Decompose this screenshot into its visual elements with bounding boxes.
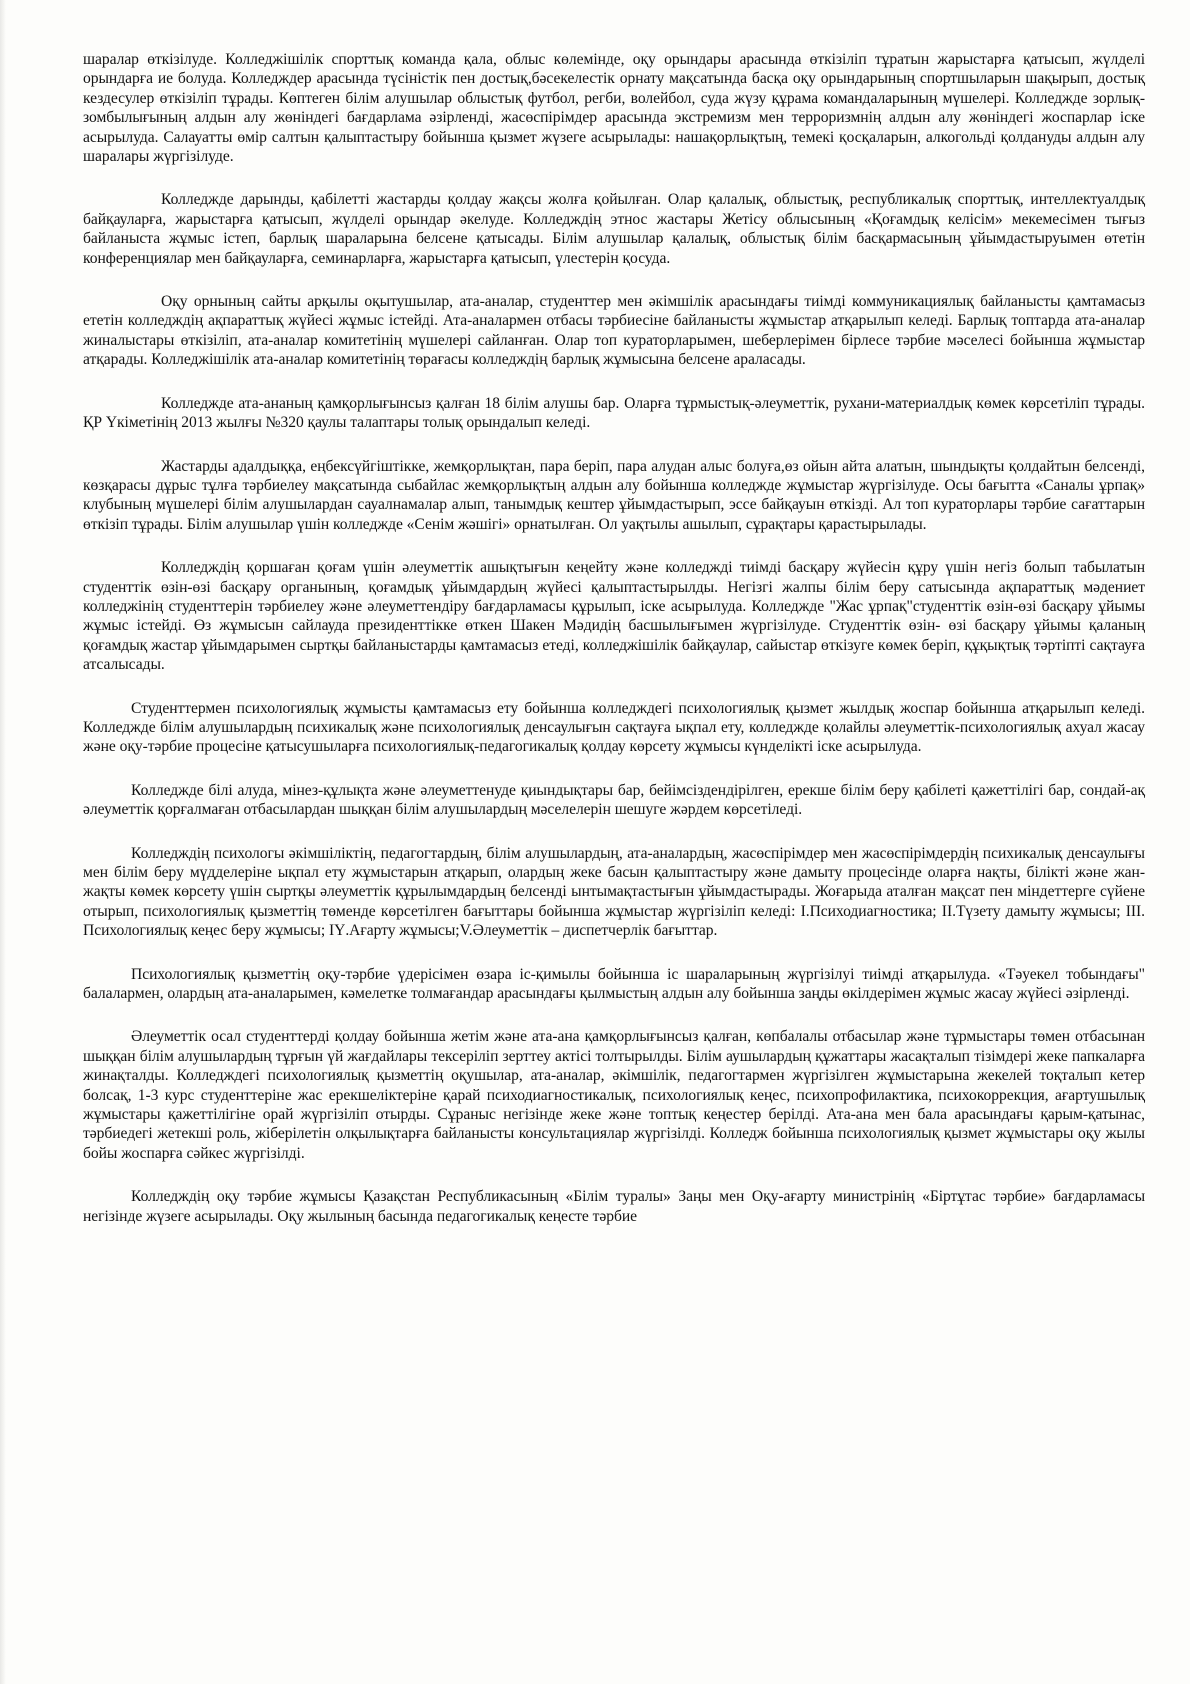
paragraph-sports: шаралар өткізілуде. Колледжішілік спорттық команда қала, облыс көлемінде, оқу орындары арасында өткізіліп тұратын жарыстарға қатысып, жүлделі орындарға ие болуда. Колледждер арасында түсіністік пен достық,бәсекелестік орнату мақсатында басқа оқу орындарының спортшыларын шақырып, достық кездесулер өткізіліп тұрады. Көптеген білім алушылар облыстық футбол, регби, волейбол, суда жүзу құрама командаларының мүшелері. Колледжде зорлық-зомбылығының алдын алу жөніндегі бағдарлама әзірленді, жасөспірімдер арасында экстремизм мен терроризмнің алдын алу жөніндегі жоспарлар іске асырылуда. Салауатты өмір салтын қалыптастыру бойынша қызмет жүзеге асырылады: нашақорлықтың, темекі қосқаларын, алкогольді қолдануды алдын алу шаралары жүргізілуде. <box>83 51 1145 166</box>
paragraph-psychological-service: Студенттермен психологиялық жұмысты қамтамасыз ету бойынша колледждегі психологиялық қызмет жылдық жоспар бойынша атқарылып келеді. Колледжде білім алушылардың психикалық және психологиялық денсаулығын сақтауға ықпал ету, колледжде қолайлы әлеуметтік-психологиялық ахуал жасау және оқу-тәрбие процесіне қатысушыларға психологиялық-педагогикалық қолдау көрсету жұмысы күнделікті іске асырылуда. <box>83 699 1145 756</box>
paragraph-special-needs: Колледжде білі алуда, мінез-құлықта және әлеуметтенуде қиындықтары бар, бейімсіздендірілген, ерекше білім беру қабілеті қажеттілігі бар, сондай-ақ әлеуметтік қорғалмаған отбасылардан шыққан білім алушылардың мәселелерін шешуге жәрдем көрсетіледі. <box>83 781 1145 819</box>
document-body <box>83 50 1145 1250</box>
paragraph-self-government: Колледждің қоршаған қоғам үшін әлеуметтік ашықтығын кеңейту және колледжді тиімді басқару жүйесін құру үшін негіз болып табылатын студенттік өзін-өзі басқару органының, қоғамдық ұйымдардың жүйесі қалыптастырылды. Негізгі жалпы білім беру сатысында ақпараттық мәдениет колледжінің студенттерін тәрбиелеу және әлеуметтендіру бағдарламасы құрылып, іске асырылуда. Колледжде "Жас ұрпақ"студенттік өзін-өзі басқару ұйымы жұмыс істейді. Өз жұмысын сайлауда президенттікке өткен Шакен Мәдидің басшылығымен жүргізілуде. Студенттік өзін- өзі басқару ұйымы қаланың қоғамдық жастар ұйымдарымен сыртқы байланыстарды қамтамасыз етеді, колледжішілік байқаулар, сайыстар өткізуге көмек беріп, құқықтық тәртіпті сақтауға атсалысады. <box>83 559 1145 674</box>
paragraph-psychologist-role: Колледждің психологы әкімшіліктің, педагогтардың, білім алушылардың, ата-аналардың, жасөспірімдер мен жасөспірімдердің психикалық денсаулығы мен білім беру мүдделеріне ықпал ету жұмыстарын атқарып, олардың жеке басын қалыптастыру және дамыту процесінде оларға нақты, білікті және жан-жақты көмек көрсету үшін сыртқы әлеуметтік құрылымдардың белсенді ынтымақтастығын ұйымдастырады. Жоғарыда аталған мақсат пен міндеттерге сүйене отырып, психологиялық қызметтің төменде көрсетілген бағыттары бойынша жұмыстар жүргізіліп келеді: І.Психодиагностика; ІІ.Түзету дамыту жұмысы; ІІІ. Психологиялық кеңес беру жұмысы; ІҮ.Ағарту жұмысы;V.Әлеуметтік – диспетчерлік бағыттар. <box>83 844 1145 940</box>
paragraph-education-work: Колледждің оқу тәрбие жұмысы Қазақстан Республикасының «Білім туралы» Заңы мен Оқу-ағарту министрінің «Біртұтас тәрбие» бағдарламасы негізінде жүзеге асырылады. Оқу жылының басында педагогикалық кеңесте тәрбие <box>83 1188 1145 1225</box>
paragraph-anti-corruption: Жастарды адалдыққа, еңбексүйгіштікке, жемқорлықтан, пара беріп, пара алудан алыс болуға,өз ойын айта алатын, шындықты қолдайтын белсенді, көзқарасы дұрыс тұлға тәрбиелеу мақсатында сыбайлас жемқорлықтың алдын алу бойынша колледжде жұмыстар жүргізілуде. Осы бағытта «Саналы ұрпақ» клубының мүшелері білім алушылардан сауалнамалар алып, танымдық кештер ұйымдастырып, эссе байқауын өткізді. Ал топ кураторлары тәрбие сағаттарын өткізіп тұрады. Білім алушылар үшін колледжде «Сенім жәшігі» орнатылған. Ол уақтылы ашылып, сұрақтары қарастырылады. <box>83 457 1145 533</box>
scan-edge <box>0 0 6 1684</box>
paragraph-orphans: Колледжде ата-ананың қамқорлығынсыз қалған 18 білім алушы бар. Оларға тұрмыстық-әлеуметтік, рухани-материалдық көмек көрсетіліп тұрады. ҚР Үкіметінің 2013 жылғы №320 қаулы талаптары толық орындалып келеді. <box>83 394 1145 432</box>
paragraph-risk-group: Психологиялық қызметтің оқу-тәрбие үдерісімен өзара іс-қимылы бойынша іс шараларының жүргізілуі тиімді атқарылуда. «Тәуекел тобындағы" балалармен, олардың ата-аналарымен, кәмелетке толмағандар арасындағы қылмыстың алдын алу бойынша заңды өкілдерімен жұмыс жасау жүйесі әзірленді. <box>83 965 1145 1003</box>
paragraph-social-support: Әлеуметтік осал студенттерді қолдау бойынша жетім және ата-ана қамқорлығынсыз қалған, көпбалалы отбасылар және тұрмыстары төмен отбасынан шыққан білім алушылардың тұрғын үй жағдайлары тексеріліп зерттеу актісі толтырылды. Білім аушылардың құжаттары жасақталып тізімдері жеке папкаларға жинақталды. Колледждегі психологиялық қызметтің оқушылар, ата-аналар, әкімшілік, педагогтармен жүргізілген жұмыстарына жекелей тоқталып кетер болсақ, 1-3 курс студенттеріне жас ерекшеліктеріне қарай психодиагностикалық, психологиялық кеңес, психопрофилактика, психокоррекция, ағартушылық жұмыстары қажеттілігіне орай жүргізіліп отырды. Сұраныс негізінде жеке және топтық кеңестер берілді. Ата-ана мен бала арасындағы қарым-қатынас, тәрбиедегі жетекші роль, жіберілетін олқылықтарға байланысты консультациялар жүргізілді. Колледж бойынша психологиялық қызмет жұмыстары оқу жылы бойы жоспарға сәйкес жүргізілді. <box>83 1028 1145 1162</box>
paragraph-communication: Оқу орнының сайты арқылы оқытушылар, ата-аналар, студенттер мен әкімшілік арасындағы тиімді коммуникациялық байланысты қамтамасыз ететін колледждің ақпараттық жүйесі жұмыс істейді. Ата-аналармен отбасы тәрбиесіне байланысты жұмыстар атқарылып келеді. Барлық топтарда ата-аналар жиналыстары өткізіліп, ата-аналар комитетінің мүшелері сайланған. Олар топ кураторларымен, шеберлерімен бірлесе тәрбие мәселесі бойынша жұмыстар атқарады. Колледжішілік ата-аналар комитетінің төрағасы колледждің барлық жұмысына белсене араласады. <box>83 293 1145 369</box>
paragraph-gifted-youth: Колледжде дарынды, қабілетті жастарды қолдау жақсы жолға қойылған. Олар қалалық, облыстық, республикалық спорттық, интеллектуалдық байқауларға, жарыстарға қатысып, жүлделі орындар әкелуде. Колледждің этнос жастары Жетісу облысының «Қоғамдық келісім» мекемесімен тығыз байланыста жұмыс істеп, барлық шараларына белсене қатысады. Білім алушылар қалалық, облыстық білім басқармасының ұйымдастыруымен өтетін конференциялар мен байқауларға, семинарларға, жарыстарға қатысып, үлестерін қосуда. <box>83 191 1145 267</box>
